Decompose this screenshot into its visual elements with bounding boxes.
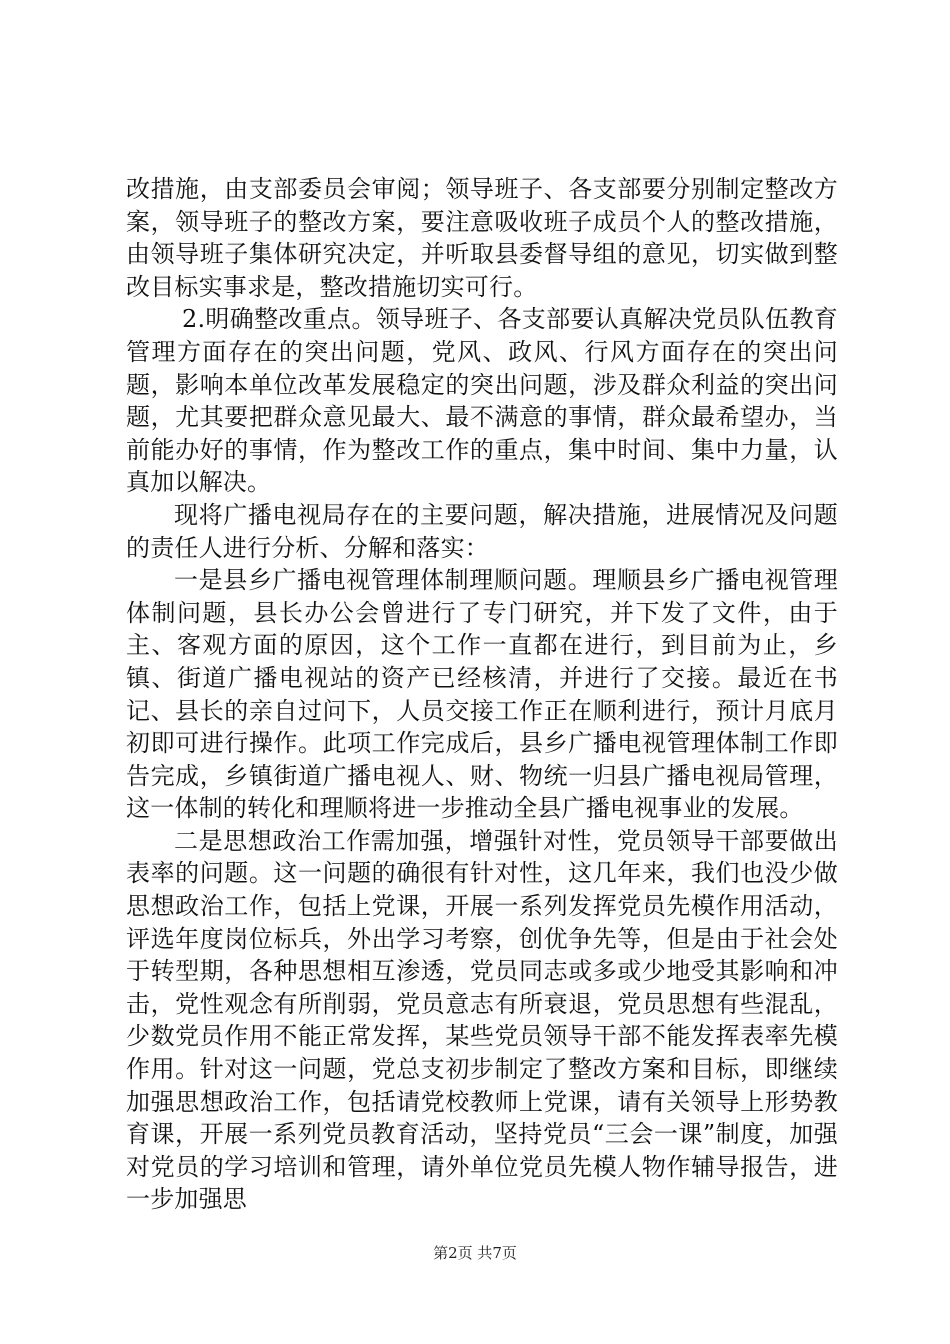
document-body bbox=[126, 173, 838, 1216]
paragraph-problem-one: 一是县乡广播电视管理体制理顺问题。理顺县乡广播电视管理体制问题，县长办公会曾进行了专门研究，并下发了文件，由于主、客观方面的原因，这个工作一直都在进行，到目前为止，乡镇、街道广播电视站的资产已经核清，并进行了交接。最近在书记、县长的亲自过问下，人员交接工作正在顺利进行，预计月底月初即可进行操作。此项工作完成后，县乡广播电视管理体制工作即告完成，乡镇街道广播电视人、财、物统一归县广播电视局管理，这一体制的转化和理顺将进一步推动全县广播电视事业的发展。 bbox=[126, 566, 838, 823]
paragraph-continuation: 改措施，由支部委员会审阅；领导班子、各支部要分别制定整改方案，领导班子的整改方案，要注意吸收班子成员个人的整改措施，由领导班子集体研究决定，并听取县委督导组的意见，切实做到整改目标实事求是，整改措施切实可行。 bbox=[126, 175, 838, 301]
page-footer: 第2页 共7页 bbox=[433, 1244, 517, 1262]
paragraph-rectification-focus: 2.明确整改重点。领导班子、各支部要认真解决党员队伍教育管理方面存在的突出问题，党风、政风、行风方面存在的突出问题，影响本单位改革发展稳定的突出问题，涉及群众利益的突出问题，尤其要把群众意见最大、最不满意的事情，群众最希望办，当前能办好的事情，作为整改工作的重点，集中时间、集中力量，认真加以解决。 bbox=[126, 305, 838, 497]
paragraph-problem-two: 二是思想政治工作需加强，增强针对性，党员领导干部要做出表率的问题。这一问题的确很有针对性，这几年来，我们也没少做思想政治工作，包括上党课，开展一系列发挥党员先模作用活动，评选年度岗位标兵，外出学习考察，创优争先等，但是由于社会处于转型期，各种思想相互渗透，党员同志或多或少地受其影响和冲击，党性观念有所削弱，党员意志有所衰退，党员思想有些混乱，少数党员作用不能正常发挥，某些党员领导干部不能发挥表率先模作用。针对这一问题，党总支初步制定了整改方案和目标，即继续加强思想政治工作，包括请党校教师上党课，请有关领导上形势教育课，开展一系列党员教育活动，坚持党员“三会一课”制度，加强对党员的学习培训和管理，请外单位党员先模人物作辅导报告，进一步加强思 bbox=[126, 826, 838, 1214]
paragraph-problem-intro: 现将广播电视局存在的主要问题，解决措施，进展情况及问题的责任人进行分析、分解和落实： bbox=[126, 500, 838, 562]
